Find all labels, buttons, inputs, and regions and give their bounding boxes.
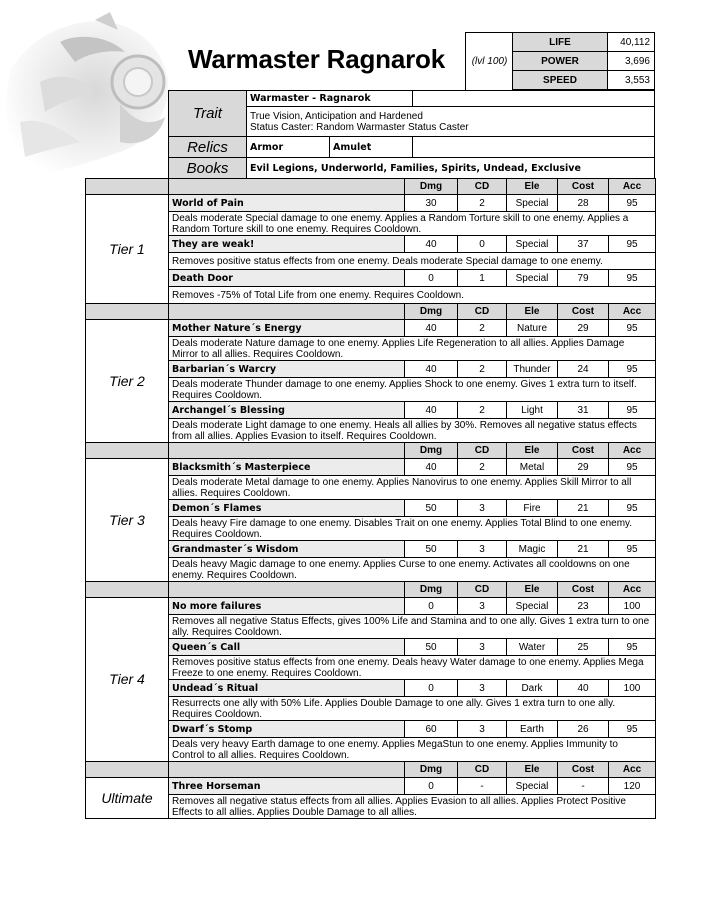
skill-name: World of Pain	[169, 195, 405, 212]
skill-acc: 120	[609, 778, 656, 795]
column-header-dmg: Dmg	[405, 179, 458, 195]
skill-cost: 40	[558, 680, 609, 697]
skill-desc-row	[86, 212, 656, 236]
skill-description: Removes positive status effects from one enemy. Deals heavy Water damage to one enemy. Applies Mega Freeze to one enemy. Requires Cooldown.	[169, 656, 656, 680]
skill-ele: Thunder	[507, 361, 558, 378]
stat-label: SPEED	[513, 71, 608, 90]
skill-name: Demon´s Flames	[169, 500, 405, 517]
skill-desc-row	[86, 656, 656, 680]
skill-ele: Water	[507, 639, 558, 656]
skill-description: Deals moderate Light damage to one enemy. Heals all allies by 30%. Removes all negative status effects from all allies. Applies Evasion to itself. Requires Cooldown.	[169, 419, 656, 443]
skill-dmg: 0	[405, 778, 458, 795]
column-header-ele: Ele	[507, 443, 558, 459]
skill-ele: Special	[507, 598, 558, 615]
skill-cd: 2	[458, 402, 507, 419]
skill-cd: 2	[458, 361, 507, 378]
skill-acc: 95	[609, 236, 656, 253]
relics-blank	[413, 137, 655, 158]
skill-cd: 3	[458, 598, 507, 615]
skill-cd: 1	[458, 270, 507, 287]
skill-row	[86, 270, 656, 287]
skill-name: Queen´s Call	[169, 639, 405, 656]
skill-row	[86, 500, 656, 517]
skill-name: Undead´s Ritual	[169, 680, 405, 697]
column-header-acc: Acc	[609, 762, 656, 778]
skill-cost: 25	[558, 639, 609, 656]
skill-cost: 24	[558, 361, 609, 378]
skill-desc-row	[86, 337, 656, 361]
skill-acc: 100	[609, 598, 656, 615]
skill-row	[86, 639, 656, 656]
skill-acc: 95	[609, 320, 656, 337]
skill-description: Deals heavy Fire damage to one enemy. Disables Trait on one enemy. Applies Total Blind to one enemy. Requires Cooldown.	[169, 517, 656, 541]
skill-cost: 23	[558, 598, 609, 615]
column-header-acc: Acc	[609, 304, 656, 320]
skill-description: Removes positive status effects from one enemy. Deals moderate Special damage to one enemy.	[169, 253, 656, 270]
skill-cost: 31	[558, 402, 609, 419]
trait-line-1: True Vision, Anticipation and Hardened	[250, 110, 423, 122]
tier-label: Tier 1	[86, 195, 169, 304]
skill-name: Grandmaster´s Wisdom	[169, 541, 405, 558]
skill-acc: 95	[609, 721, 656, 738]
relic-slot-2: Amulet	[330, 137, 413, 158]
skill-row	[86, 402, 656, 419]
skill-dmg: 50	[405, 500, 458, 517]
skill-cost: -	[558, 778, 609, 795]
skill-dmg: 50	[405, 639, 458, 656]
skill-cd: 2	[458, 459, 507, 476]
skill-ele: Earth	[507, 721, 558, 738]
trait-label: Trait	[169, 91, 247, 137]
skill-ele: Nature	[507, 320, 558, 337]
skill-ele: Special	[507, 195, 558, 212]
header-blank	[169, 179, 405, 195]
trait-name-row	[169, 91, 655, 107]
header-blank	[169, 443, 405, 459]
skill-cost: 79	[558, 270, 609, 287]
skill-row	[86, 721, 656, 738]
header-blank	[86, 443, 169, 459]
skill-row	[86, 361, 656, 378]
column-header-cd: CD	[458, 582, 507, 598]
header-blank	[86, 304, 169, 320]
stat-label: POWER	[513, 52, 608, 71]
skill-cost: 21	[558, 500, 609, 517]
skill-cd: 3	[458, 721, 507, 738]
books-row	[169, 158, 655, 179]
header-blank	[86, 762, 169, 778]
skill-dmg: 0	[405, 680, 458, 697]
books-value: Evil Legions, Underworld, Families, Spirits, Undead, Exclusive	[247, 158, 655, 179]
column-header-cost: Cost	[558, 443, 609, 459]
column-header-dmg: Dmg	[405, 582, 458, 598]
skill-row	[86, 598, 656, 615]
skill-acc: 95	[609, 195, 656, 212]
hero-name: Warmaster Ragnarok	[188, 44, 445, 74]
skill-desc-row	[86, 697, 656, 721]
skill-description: Removes -75% of Total Life from one enemy. Requires Cooldown.	[169, 287, 656, 304]
stats-table	[512, 32, 655, 90]
skill-name: Mother Nature´s Energy	[169, 320, 405, 337]
tier-label: Tier 2	[86, 320, 169, 443]
header-blank	[169, 582, 405, 598]
books-label: Books	[169, 158, 247, 179]
skill-cd: 2	[458, 195, 507, 212]
header-blank	[86, 582, 169, 598]
skill-cd: 3	[458, 541, 507, 558]
skill-ele: Special	[507, 270, 558, 287]
stat-value: 3,553	[608, 71, 655, 90]
column-header-cd: CD	[458, 179, 507, 195]
column-header-cd: CD	[458, 304, 507, 320]
hero-portrait	[0, 12, 175, 182]
skill-dmg: 40	[405, 320, 458, 337]
skills-table	[85, 178, 656, 819]
relics-row	[169, 137, 655, 158]
skill-cd: 3	[458, 680, 507, 697]
skill-cost: 28	[558, 195, 609, 212]
skill-cost: 37	[558, 236, 609, 253]
skill-desc-row	[86, 287, 656, 304]
skill-cd: 0	[458, 236, 507, 253]
column-header-dmg: Dmg	[405, 762, 458, 778]
trait-line-2: Status Caster: Random Warmaster Status Caster	[250, 121, 469, 133]
stat-value: 40,112	[608, 33, 655, 52]
stat-row	[513, 33, 655, 52]
stat-value: 3,696	[608, 52, 655, 71]
column-header-acc: Acc	[609, 582, 656, 598]
skill-acc: 95	[609, 402, 656, 419]
skill-description: Deals moderate Nature damage to one enemy. Applies Life Regeneration to all allies. Applies Damage Mirror to all allies. Requires Cooldown.	[169, 337, 656, 361]
skill-name: No more failures	[169, 598, 405, 615]
skill-ele: Light	[507, 402, 558, 419]
skill-dmg: 0	[405, 598, 458, 615]
stat-label: LIFE	[513, 33, 608, 52]
skill-cd: 3	[458, 500, 507, 517]
column-header-acc: Acc	[609, 179, 656, 195]
skill-acc: 95	[609, 361, 656, 378]
skill-dmg: 50	[405, 541, 458, 558]
header-blank	[169, 762, 405, 778]
skill-ele: Metal	[507, 459, 558, 476]
skill-desc-row	[86, 253, 656, 270]
skill-desc-row	[86, 476, 656, 500]
column-header-cost: Cost	[558, 179, 609, 195]
column-header-acc: Acc	[609, 443, 656, 459]
skill-name: Barbarian´s Warcry	[169, 361, 405, 378]
skill-desc-row	[86, 795, 656, 819]
skill-row	[86, 236, 656, 253]
skill-acc: 95	[609, 541, 656, 558]
column-header-ele: Ele	[507, 179, 558, 195]
skill-cost: 29	[558, 459, 609, 476]
skill-dmg: 40	[405, 361, 458, 378]
skill-row	[86, 541, 656, 558]
column-header-ele: Ele	[507, 762, 558, 778]
skill-cost: 29	[558, 320, 609, 337]
tier-label: Tier 4	[86, 598, 169, 762]
relics-label: Relics	[169, 137, 247, 158]
skill-name: Archangel´s Blessing	[169, 402, 405, 419]
skill-cd: 2	[458, 320, 507, 337]
tier-label: Ultimate	[86, 778, 169, 819]
skill-desc-row	[86, 378, 656, 402]
skill-description: Removes all negative status effects from all allies. Applies Evasion to all allies. Applies Protect Positive Effects to all allies. Applies Double Damage to all allies.	[169, 795, 656, 819]
skill-description: Resurrects one ally with 50% Life. Applies Double Damage to one ally. Gives 1 extra turn to one ally. Requires Cooldown.	[169, 697, 656, 721]
skill-name: They are weak!	[169, 236, 405, 253]
column-header-row	[86, 443, 656, 459]
skill-name: Death Door	[169, 270, 405, 287]
column-header-cd: CD	[458, 762, 507, 778]
skill-desc-row	[86, 558, 656, 582]
column-header-cd: CD	[458, 443, 507, 459]
trait-name-blank	[413, 91, 655, 107]
skill-acc: 100	[609, 680, 656, 697]
stat-row	[513, 71, 655, 90]
column-header-ele: Ele	[507, 304, 558, 320]
skill-name: Blacksmith´s Masterpiece	[169, 459, 405, 476]
skill-description: Deals heavy Magic damage to one enemy. Applies Curse to one enemy. Activates all cooldowns on one enemy. Requires Cooldown.	[169, 558, 656, 582]
skill-ele: Special	[507, 236, 558, 253]
skill-desc-row	[86, 517, 656, 541]
skill-cost: 26	[558, 721, 609, 738]
skill-desc-row	[86, 615, 656, 639]
skill-description: Deals moderate Metal damage to one enemy. Applies Nanovirus to one enemy. Applies Skill Mirror to all allies. Requires Cooldown.	[169, 476, 656, 500]
column-header-ele: Ele	[507, 582, 558, 598]
stat-row	[513, 52, 655, 71]
skill-row	[86, 195, 656, 212]
relic-slot-1: Armor	[247, 137, 330, 158]
skill-acc: 95	[609, 459, 656, 476]
skill-acc: 95	[609, 639, 656, 656]
column-header-row	[86, 582, 656, 598]
skill-ele: Magic	[507, 541, 558, 558]
skill-cd: -	[458, 778, 507, 795]
skill-dmg: 60	[405, 721, 458, 738]
skill-desc-row	[86, 738, 656, 762]
trait-name: Warmaster - Ragnarok	[247, 91, 413, 107]
skill-ele: Dark	[507, 680, 558, 697]
skill-name: Three Horseman	[169, 778, 405, 795]
column-header-cost: Cost	[558, 582, 609, 598]
skill-dmg: 40	[405, 459, 458, 476]
skill-name: Dwarf´s Stomp	[169, 721, 405, 738]
skill-cd: 3	[458, 639, 507, 656]
skill-acc: 95	[609, 270, 656, 287]
column-header-row	[86, 304, 656, 320]
skill-cost: 21	[558, 541, 609, 558]
column-header-dmg: Dmg	[405, 443, 458, 459]
column-header-cost: Cost	[558, 304, 609, 320]
column-header-dmg: Dmg	[405, 304, 458, 320]
tier-label: Tier 3	[86, 459, 169, 582]
skill-row	[86, 778, 656, 795]
skill-dmg: 40	[405, 402, 458, 419]
skill-acc: 95	[609, 500, 656, 517]
column-header-row	[86, 762, 656, 778]
info-table	[168, 90, 655, 179]
skill-description: Removes all negative Status Effects, gives 100% Life and Stamina and to one ally. Gives 1 extra turn to one ally. Requires Cooldown.	[169, 615, 656, 639]
skill-dmg: 0	[405, 270, 458, 287]
column-header-cost: Cost	[558, 762, 609, 778]
skill-description: Deals moderate Special damage to one enemy. Applies a Random Torture skill to one enemy. Applies a Random Torture skill to one enemy. Requires Cooldown.	[169, 212, 656, 236]
header-blank	[169, 304, 405, 320]
header-blank	[86, 179, 169, 195]
skill-dmg: 30	[405, 195, 458, 212]
skill-dmg: 40	[405, 236, 458, 253]
skill-ele: Special	[507, 778, 558, 795]
skill-description: Deals very heavy Earth damage to one enemy. Applies MegaStun to one enemy. Applies Immunity to Control to all allies. Requires Cooldown.	[169, 738, 656, 762]
trait-description	[247, 107, 655, 137]
skill-ele: Fire	[507, 500, 558, 517]
skill-description: Deals moderate Thunder damage to one enemy. Applies Shock to one enemy. Gives 1 extra turn to itself. Requires Cooldown.	[169, 378, 656, 402]
hero-level: (lvl 100)	[465, 32, 513, 91]
skill-row	[86, 459, 656, 476]
column-header-row	[86, 179, 656, 195]
skill-row	[86, 320, 656, 337]
skill-desc-row	[86, 419, 656, 443]
skill-row	[86, 680, 656, 697]
